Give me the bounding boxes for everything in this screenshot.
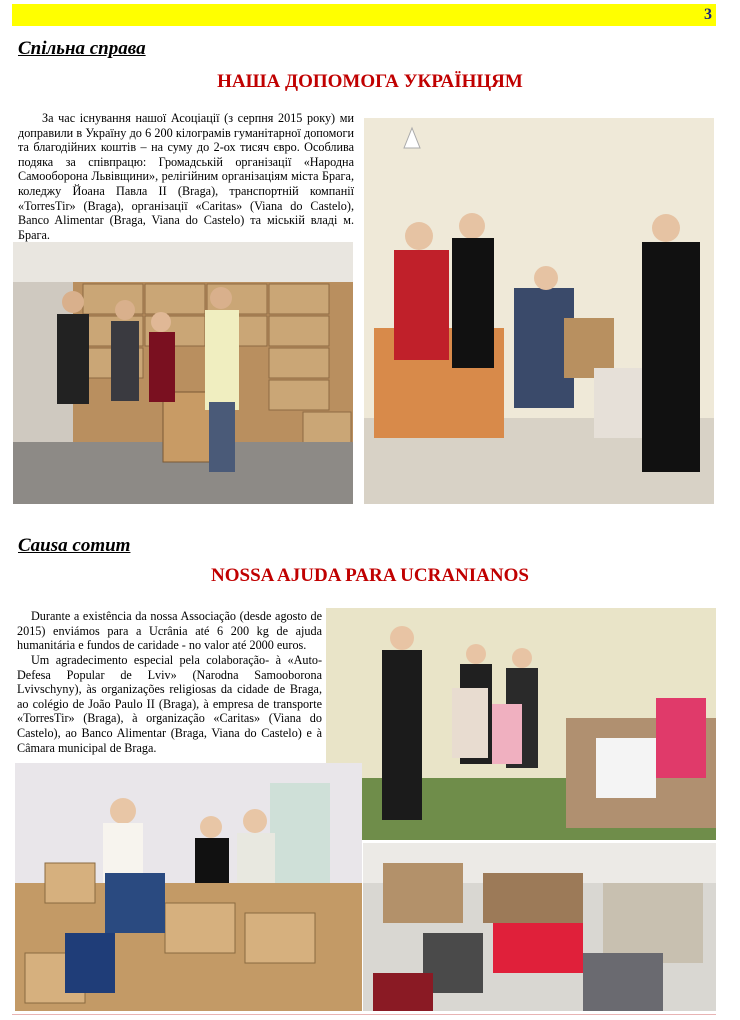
page-number: 3 — [704, 6, 712, 23]
article-paragraph-portuguese-2: Um agradecimento especial pela colaboração- à «Auto-Defesa Popular de Lviv» (Narodna Samooborona Lvivschyny), às organizações religiosas da cidade de Braga, ao colégio de João Paulo II (Braga), à empresa de transporte «TorresTir» (Braga), à organização «Caritas» (Viana do Castelo), ao Banco Alimentar (Braga, Viana do Castelo) e à Câmara municipal de Braga. — [17, 653, 322, 755]
warehouse-group-photo — [13, 242, 353, 504]
section-label-portuguese: Causa comum — [18, 535, 131, 556]
volunteers-boxes-photo — [15, 763, 362, 1011]
article-paragraph-portuguese-1: Durante a existência da nossa Associação (desde agosto de 2015) enviámos para a Ucrânia até 6 200 kg de ajuda humanitária e fundos de caridade - no valor até 2000 euros. — [17, 609, 322, 653]
headline-ukrainian: НАША ДОПОМОГА УКРАЇНЦЯМ — [217, 71, 523, 92]
article-paragraph-ukrainian: За час існування нашої Асоціації (з серпня 2015 року) ми доправили в Україну до 6 200 кілограмів гуманітарної допомоги та благодійних коштів – на суму до 2-ох тисяч євро. Особлива подяка за співпрацю: Громадській організації «Народна Самооборона Львівщини», релігійним організаціям міста Брага, коледжу Йоана Павла ІІ (Braga), транспортній компанії «TorresTir» (Braga), організації «Caritas» (Viana do Castelo), Banco Alimentar (Braga, Viana do Castelo) та міській владі м. Брага. — [18, 111, 354, 242]
section-label-ukrainian: Спільна справа — [18, 38, 146, 59]
headline-portuguese: NOSSA AJUDA PARA UCRANIANOS — [211, 565, 529, 586]
donation-room-photo — [364, 118, 714, 504]
header-bar — [12, 4, 716, 26]
bottom-divider — [12, 1014, 716, 1015]
office-family-photo — [326, 608, 716, 840]
clothes-pile-photo — [363, 843, 716, 1011]
